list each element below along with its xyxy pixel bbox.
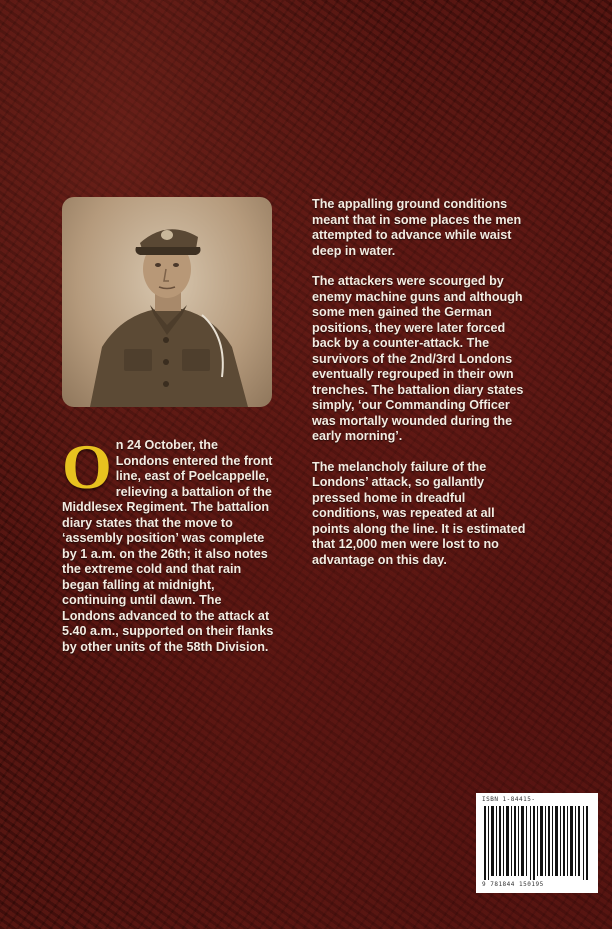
isbn-barcode <box>476 793 598 893</box>
right-text-column <box>312 197 532 583</box>
left-text-column <box>62 431 274 655</box>
soldier-portrait-illustration <box>62 197 272 407</box>
barcode-bars <box>484 806 590 880</box>
left-paragraph: n 24 October, the Londons entered the front line, east of Poelcappelle, relieving a battalion of the Middlesex Regiment. The battalion diary states that the move to ‘assembly position’ was complete by 1 a.m. on the 26th; it also notes the extreme cold and that rain began falling at midnight, continuing until dawn. The Londons advanced to the attack at 5.40 a.m., supported on their flanks by other units of the 58th Division. <box>62 438 274 654</box>
barcode-bottom-text: 9 781844 150195 <box>482 881 544 888</box>
barcode-top-text: ISBN 1-84415- <box>482 796 536 803</box>
right-paragraph-1: The appalling ground conditions meant that in some places the men attempted to advance while waist deep in water. <box>312 197 522 258</box>
right-paragraph-2: The attackers were scourged by enemy machine guns and although some men gained the German positions, they were later forced back by a counter-attack. The survivors of the 2nd/3rd Londons eventually regrouped in their own trenches. The battalion diary states simply, ‘our Commanding Officer was mortally wounded during the early morning’. <box>312 274 524 443</box>
soldier-portrait-photo <box>62 197 272 407</box>
drop-cap-letter: O <box>62 431 112 502</box>
right-paragraph-3: The melancholy failure of the Londons’ attack, so gallantly pressed home in dreadful conditions, was repeated at all points along the line. It is estimated that 12,000 men were lost to no advantage on this day. <box>312 459 526 567</box>
